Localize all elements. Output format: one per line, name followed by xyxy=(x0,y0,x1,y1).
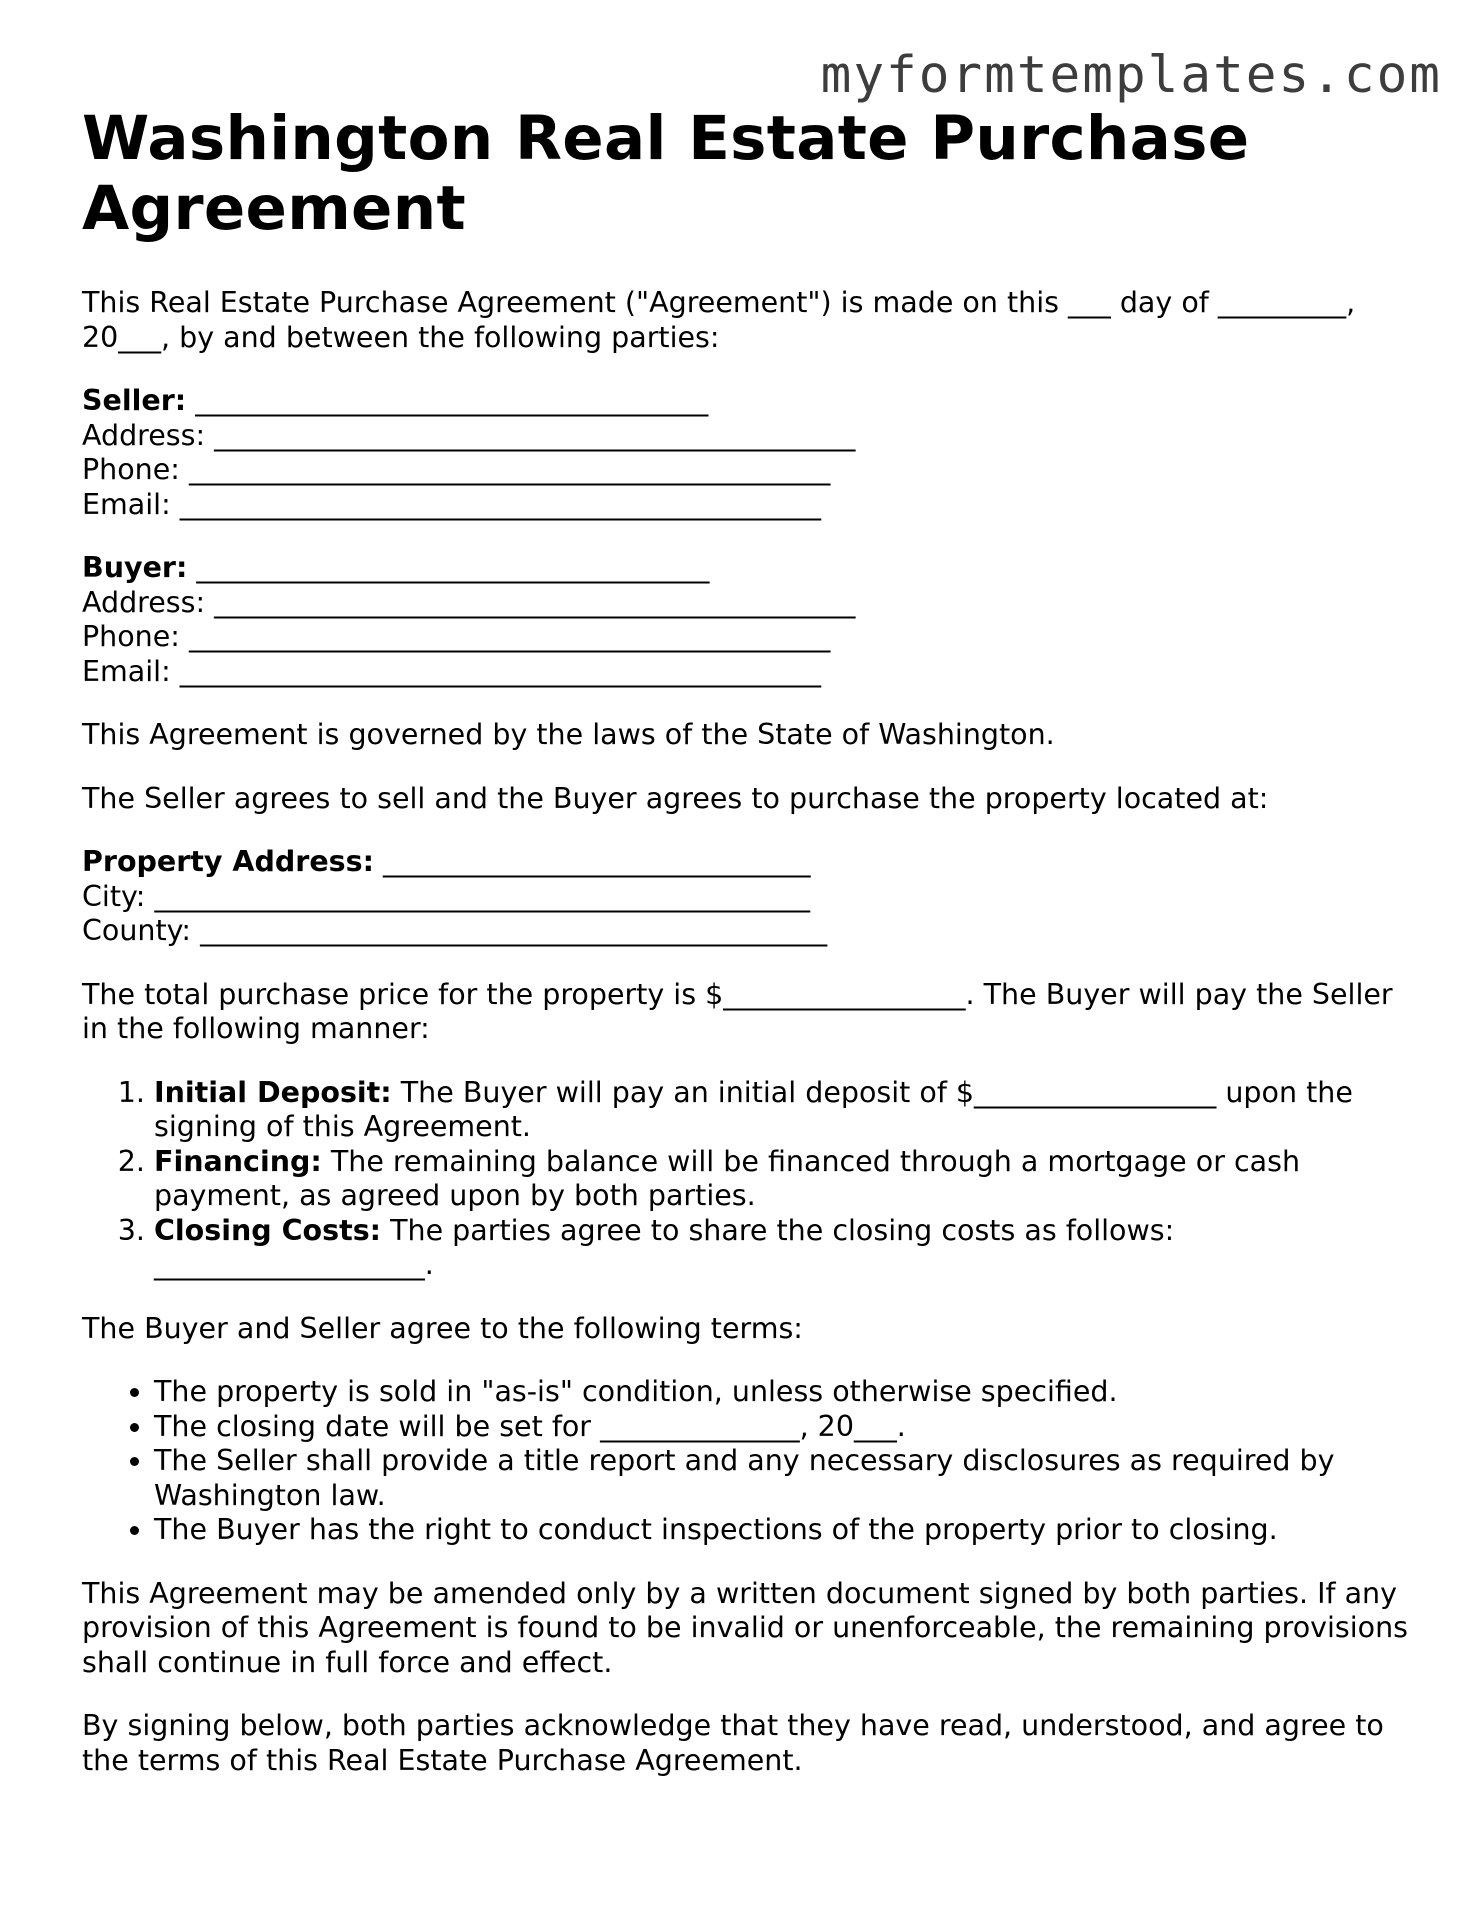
payment-term-label: Closing Costs: xyxy=(154,1213,382,1247)
buyer-block xyxy=(82,551,1412,689)
watermark-text: myformtemplates.com xyxy=(820,46,1442,105)
intro-paragraph: This Real Estate Purchase Agreement ("Agreement") is made on this ___ day of _________, 20___, by and between the following parties: xyxy=(82,286,1356,354)
list-item: • The Buyer has the right to conduct inspections of the property prior to closing. xyxy=(154,1513,1412,1548)
seller-email-field[interactable]: Email: _____________________________________________ xyxy=(82,487,821,521)
list-item: • The property is sold in "as-is" condition, unless otherwise specified. xyxy=(154,1375,1412,1410)
buyer-name-field[interactable]: ____________________________________ xyxy=(187,551,710,584)
payment-term-label: Initial Deposit: xyxy=(154,1075,392,1109)
payment-terms-list xyxy=(82,1076,1412,1283)
seller-name-field[interactable]: ____________________________________ xyxy=(186,384,709,417)
buyer-name-line xyxy=(82,551,1412,586)
agree-to-sell-paragraph: The Seller agrees to sell and the Buyer agrees to purchase the property located at: xyxy=(82,781,1269,815)
document-body xyxy=(82,286,1412,1778)
list-item: • The closing date will be set for ______________, 20___. xyxy=(154,1410,1412,1445)
seller-label: Seller: xyxy=(82,384,187,417)
list-item xyxy=(154,1214,1412,1283)
seller-name-line xyxy=(82,384,1412,419)
list-item: • The Seller shall provide a title report and any necessary disclosures as required by Washington law. xyxy=(154,1444,1412,1513)
governing-law-paragraph: This Agreement is governed by the laws of the State of Washington. xyxy=(82,718,1055,751)
document-page xyxy=(82,104,1412,1778)
property-address-line xyxy=(82,845,1412,880)
property-address-label: Property Address: xyxy=(82,845,374,878)
seller-address-field[interactable]: Address: _____________________________________________ xyxy=(82,418,856,452)
property-county-field[interactable]: County: ____________________________________________ xyxy=(82,914,828,947)
amendment-paragraph: This Agreement may be amended only by a written document signed by both parties. If any provision of this Agreement is found to be invalid or unenforceable, the remaining provisions shall continue in full force and effect. xyxy=(82,1576,1409,1679)
buyer-email-field[interactable]: Email: _____________________________________________ xyxy=(82,654,821,688)
buyer-address-field[interactable]: Address: _____________________________________________ xyxy=(82,585,856,619)
payment-term-text: The parties agree to share the closing costs as follows: ___________________. xyxy=(154,1213,1175,1281)
seller-phone-field[interactable]: Phone: _____________________________________________ xyxy=(82,453,831,486)
terms-list xyxy=(82,1375,1412,1548)
property-address-field[interactable]: ______________________________ xyxy=(374,845,811,878)
document-title: Washington Real Estate Purchase Agreement xyxy=(82,103,1250,244)
list-item xyxy=(154,1076,1412,1145)
payment-term-label: Financing: xyxy=(154,1144,322,1178)
purchase-price-paragraph: The total purchase price for the property is $_________________. The Buyer will pay the Seller in the following manner: xyxy=(82,977,1393,1045)
list-item xyxy=(154,1145,1412,1214)
property-city-field[interactable]: City: ______________________________________________ xyxy=(82,879,810,913)
seller-block xyxy=(82,384,1412,522)
property-block xyxy=(82,845,1412,949)
buyer-label: Buyer: xyxy=(82,551,188,584)
payment-term-text: The Buyer will pay an initial deposit of $_________________ upon the signing of this Agreement. xyxy=(154,1075,1353,1143)
terms-intro-paragraph: The Buyer and Seller agree to the following terms: xyxy=(82,1311,803,1345)
buyer-phone-field[interactable]: Phone: _____________________________________________ xyxy=(82,620,831,653)
payment-term-text: The remaining balance will be financed through a mortgage or cash payment, as agreed upon by both parties. xyxy=(154,1144,1301,1212)
acknowledgment-paragraph: By signing below, both parties acknowledge that they have read, understood, and agree to the terms of this Real Estate Purchase Agreement. xyxy=(82,1709,1384,1777)
